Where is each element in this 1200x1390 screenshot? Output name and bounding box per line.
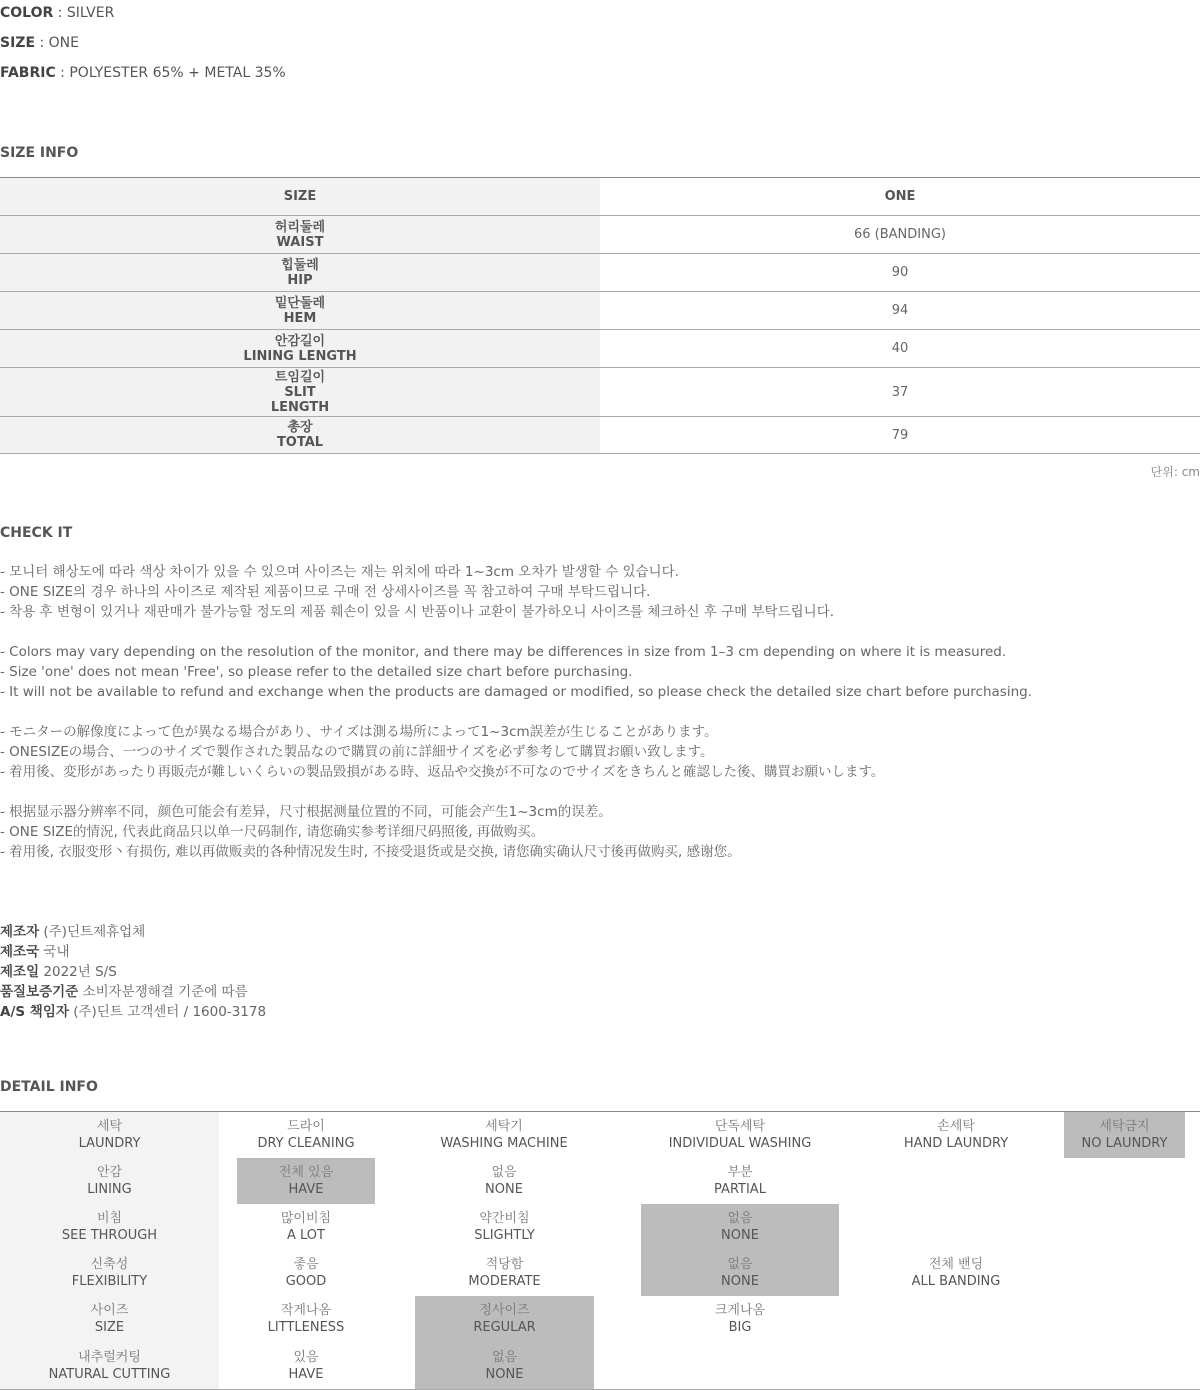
row-label-en: HIP: [287, 272, 313, 288]
detail-en: PARTIAL: [714, 1182, 766, 1197]
detail-ko: 크게나옴: [714, 1303, 766, 1318]
detail-option: [641, 1158, 839, 1204]
spec-size: [0, 36, 79, 50]
note-line: - It will not be available to refund and exchange when the products are damaged or modified, so please check the detailed size chart before purchasing.: [0, 684, 1032, 700]
mfg-line: [0, 1002, 266, 1022]
detail-option: [615, 1112, 865, 1158]
detail-label-lining: [0, 1158, 219, 1204]
check-it-title: CHECK IT: [0, 525, 73, 541]
detail-ko: 세탁금지: [1099, 1119, 1150, 1134]
detail-en: NONE: [485, 1182, 523, 1197]
row-label-ko: 허리둘레: [274, 219, 326, 235]
detail-label-flexibility: [0, 1250, 219, 1296]
mfg-key: 제조국: [0, 944, 40, 960]
detail-option-selected: [415, 1342, 594, 1389]
detail-label-size: [0, 1296, 219, 1342]
detail-option: [219, 1112, 393, 1158]
detail-ko: 세탁기: [485, 1119, 523, 1134]
row-label-ko: 트임길이: [274, 369, 326, 385]
note-line: - ONE SIZE의 경우 하나의 사이즈로 제작된 제품이므로 구매 전 상세사이즈를 꼭 참고하여 구매 부탁드립니다.: [0, 584, 651, 600]
detail-en: DRY CLEANING: [257, 1136, 355, 1151]
detail-en: LAUNDRY: [78, 1136, 141, 1151]
detail-ko: 손세탁: [937, 1119, 975, 1134]
detail-option: [219, 1250, 393, 1296]
detail-en: NONE: [721, 1274, 759, 1289]
note-line: - モニターの解像度によって色が異なる場合があり、サイズは測る場所によって1~3cm誤差が生じることがあります。: [0, 724, 718, 740]
detail-ko: 내추럴커팅: [78, 1349, 141, 1365]
mfg-line: [0, 982, 266, 1002]
detail-ko: 신축성: [90, 1257, 129, 1272]
detail-ko: 전체 있음: [278, 1165, 334, 1180]
detail-label-natural-cutting: [0, 1342, 219, 1389]
detail-en: HAVE: [288, 1182, 324, 1197]
detail-ko: 안감: [96, 1165, 123, 1180]
detail-ko: 많이비침: [280, 1211, 332, 1226]
size-table-header: [0, 178, 1200, 216]
detail-en: INDIVIDUAL WASHING: [668, 1136, 812, 1151]
row-label-en: TOTAL: [276, 435, 324, 450]
table-row: [0, 292, 1200, 330]
detail-en: GOOD: [285, 1274, 327, 1289]
mfg-key: 품질보증기준: [0, 984, 79, 1000]
detail-en: BIG: [728, 1320, 752, 1335]
row-label-ko: 안감길이: [274, 333, 326, 349]
row-label-en: LINING LENGTH: [243, 348, 357, 364]
detail-ko: 없음: [491, 1349, 518, 1365]
detail-en: HAND LAUNDRY: [903, 1136, 1009, 1151]
detail-ko: 있음: [293, 1349, 319, 1365]
check-it-notes: [0, 562, 1032, 862]
detail-option: [415, 1204, 594, 1250]
detail-option-selected: [1064, 1112, 1185, 1158]
detail-en: LINING: [87, 1182, 132, 1197]
row-label-en: SLIT: [284, 384, 316, 400]
row-label-en: WAIST: [276, 234, 324, 250]
detail-option: [219, 1204, 393, 1250]
detail-ko: 비침: [96, 1211, 123, 1226]
detail-option: [219, 1296, 393, 1342]
row-label-en-2: LENGTH: [270, 399, 330, 415]
row-value: 40: [891, 341, 909, 356]
detail-ko: 없음: [491, 1165, 517, 1180]
note-line: - Colors may vary depending on the resolution of the monitor, and there may be differences in size from 1–3 cm depending on where it is measured.: [0, 644, 1007, 660]
detail-ko: 단독세탁: [714, 1119, 766, 1134]
detail-option: [415, 1250, 594, 1296]
table-row: [0, 330, 1200, 368]
detail-en: NATURAL CUTTING: [48, 1366, 171, 1382]
row-label-ko: 밑단둘레: [274, 295, 326, 311]
table-row: [0, 417, 1200, 454]
mfg-value: (주)딘트제휴업체: [39, 924, 146, 940]
detail-info-title: DETAIL INFO: [0, 1079, 98, 1095]
detail-en: ALL BANDING: [911, 1274, 1001, 1289]
mfg-key: 제조자: [0, 924, 40, 940]
size-info-title: SIZE INFO: [0, 145, 79, 161]
detail-en: A LOT: [287, 1228, 325, 1243]
detail-en: NONE: [721, 1228, 759, 1243]
detail-en: SLIGHTLY: [474, 1228, 535, 1243]
detail-ko: 세탁: [96, 1119, 123, 1134]
size-header-value: ONE: [884, 189, 916, 204]
detail-en: WASHING MACHINE: [440, 1136, 568, 1151]
unit-note: 단위: cm: [1150, 465, 1200, 479]
size-table: [0, 177, 1200, 454]
spec-value: : POLYESTER 65% + METAL 35%: [55, 65, 286, 81]
table-row: [0, 216, 1200, 254]
spec-key: COLOR: [0, 5, 54, 21]
note-line: - Size 'one' does not mean 'Free', so please refer to the detailed size chart before purchasing.: [0, 664, 633, 680]
spec-key: SIZE: [0, 35, 36, 51]
detail-ko: 드라이: [287, 1119, 325, 1134]
row-label-en: HEM: [283, 310, 317, 326]
detail-option-selected: [641, 1250, 839, 1296]
detail-ko: 없음: [727, 1211, 753, 1226]
note-line: - 着用後、変形があったり再販売が難しいくらいの製品毀損がある時、返品や交換が不可なのでサイズをきちんと確認した後、購買お願いします。: [0, 764, 885, 780]
detail-option: [219, 1342, 393, 1389]
detail-ko: 전체 밴딩: [928, 1257, 984, 1272]
detail-option: [865, 1250, 1047, 1296]
detail-en: FLEXIBILITY: [71, 1274, 148, 1289]
detail-option: [393, 1112, 615, 1158]
mfg-line: [0, 942, 266, 962]
detail-ko: 약간비침: [479, 1211, 530, 1226]
mfg-line: [0, 922, 266, 942]
detail-en: NO LAUNDRY: [1081, 1136, 1168, 1151]
detail-table: [0, 1111, 1200, 1390]
detail-option-selected: [641, 1204, 839, 1250]
note-line: - 着用後, 衣服变形丶有损伤, 难以再做贩卖的各种情况发生时, 不接受退货或是交换, 请您确实确认尺寸後再做购买, 感谢您。: [0, 844, 741, 860]
detail-en: HAVE: [288, 1366, 324, 1382]
spec-key: FABRIC: [0, 65, 56, 81]
spec-value: : SILVER: [53, 5, 115, 21]
row-label-ko: 힙둘레: [281, 257, 319, 273]
detail-option-selected: [237, 1158, 375, 1204]
detail-option: [393, 1158, 615, 1204]
detail-option: [865, 1112, 1047, 1158]
detail-en: SEE THROUGH: [61, 1228, 158, 1243]
mfg-value: 2022년 S/S: [39, 964, 117, 980]
row-value: 90: [891, 265, 909, 280]
mfg-value: 국내: [39, 944, 70, 960]
mfg-value: (주)딘트 고객센터 / 1600-3178: [68, 1004, 267, 1020]
note-line: - ONE SIZE的情況, 代表此商品只以单一尺码制作, 请您确实参考详细尺码照後, 再做购买。: [0, 824, 545, 840]
detail-en: LITTLENESS: [267, 1320, 345, 1335]
table-row: [0, 368, 1200, 417]
note-line: - 착용 후 변형이 있거나 재판매가 불가능할 정도의 제품 훼손이 있을 시 반품이나 교환이 불가하오니 사이즈를 체크하신 후 구매 부탁드립니다.: [0, 604, 835, 620]
detail-en: SIZE: [94, 1320, 125, 1335]
detail-ko: 없음: [727, 1257, 753, 1272]
detail-ko: 좋음: [293, 1257, 319, 1272]
mfg-key: A/S 책임자: [0, 1004, 69, 1020]
detail-label-see-through: [0, 1204, 219, 1250]
detail-ko: 부분: [727, 1165, 753, 1180]
detail-ko: 적당함: [485, 1257, 524, 1272]
manufacturer-info: [0, 922, 266, 1022]
detail-option-selected: [415, 1296, 594, 1342]
note-line: - ONESIZEの場合、一つのサイズで製作された製品なので購買の前に詳細サイズを必ず参考して購買お願い致します。: [0, 744, 714, 760]
row-label-ko: 총장: [287, 420, 313, 435]
detail-en: MODERATE: [468, 1274, 541, 1289]
row-value: 94: [891, 303, 909, 318]
row-value: 37: [891, 384, 909, 400]
detail-label-laundry: [0, 1112, 219, 1158]
detail-ko: 작게나옴: [280, 1303, 332, 1318]
spec-color: [0, 6, 114, 20]
spec-fabric: [0, 66, 286, 80]
note-line: - 根据显示器分辨率不同，颜色可能会有差异，尺寸根据测量位置的不同，可能会产生1~3cm的误差。: [0, 804, 612, 820]
row-value: 66 (BANDING): [854, 227, 946, 242]
mfg-value: 소비자분쟁해결 기준에 따름: [78, 984, 248, 1000]
mfg-line: [0, 962, 266, 982]
note-line: - 모니터 해상도에 따라 색상 차이가 있을 수 있으며 사이즈는 재는 위치에 따라 1~3cm 오차가 발생할 수 있습니다.: [0, 564, 679, 580]
spec-value: : ONE: [35, 35, 79, 51]
size-header-label: SIZE: [0, 178, 600, 215]
detail-option: [641, 1296, 839, 1342]
detail-en: REGULAR: [473, 1320, 536, 1335]
mfg-key: 제조일: [0, 964, 40, 980]
detail-en: NONE: [485, 1366, 524, 1382]
detail-ko: 사이즈: [90, 1303, 129, 1318]
row-value: 79: [891, 427, 909, 443]
detail-ko: 정사이즈: [479, 1303, 530, 1318]
table-row: [0, 254, 1200, 292]
